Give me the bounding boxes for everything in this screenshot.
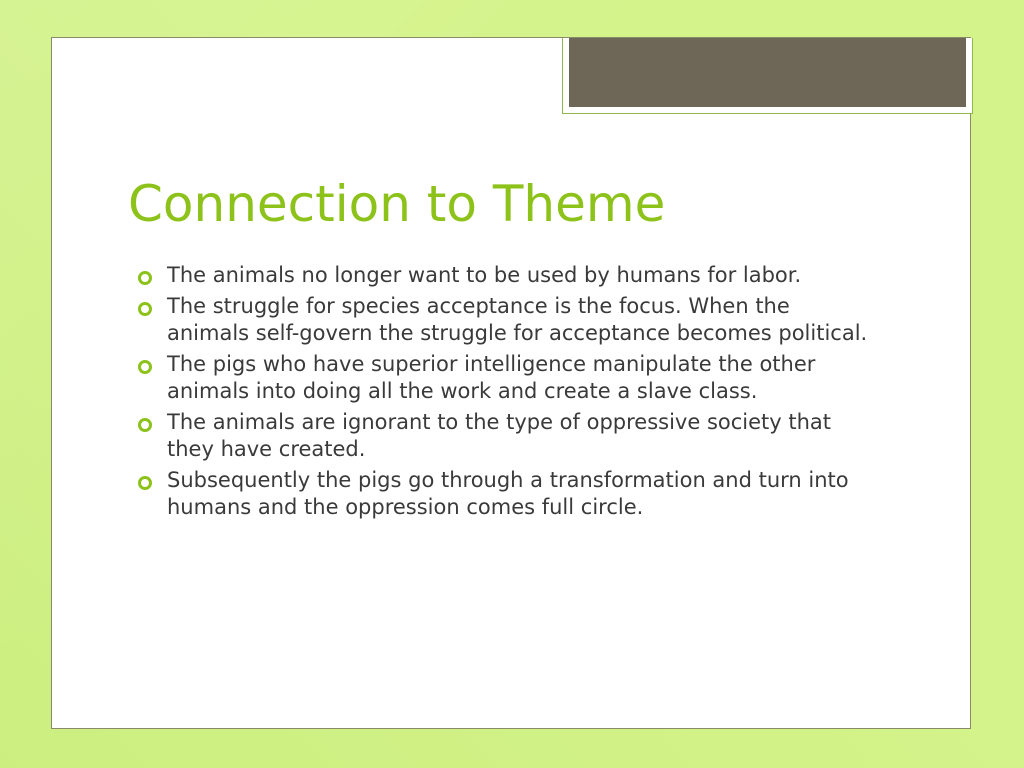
ring-bullet-icon xyxy=(138,360,152,374)
slide-title: Connection to Theme xyxy=(128,175,666,233)
decorative-tab xyxy=(562,38,973,114)
ring-bullet-icon xyxy=(138,302,152,316)
ring-bullet-icon xyxy=(138,271,152,285)
bullet-text: Subsequently the pigs go through a transformation and turn into humans and the oppression comes full circle. xyxy=(167,468,849,519)
bullet-text: The animals no longer want to be used by humans for labor. xyxy=(167,263,802,287)
bullet-item xyxy=(136,351,876,405)
bullet-item xyxy=(136,293,876,347)
bullet-text: The pigs who have superior intelligence manipulate the other animals into doing all the work and create a slave class. xyxy=(167,352,816,403)
bullet-list xyxy=(136,262,876,525)
ring-bullet-icon xyxy=(138,476,152,490)
bullet-text: The struggle for species acceptance is the focus. When the animals self-govern the struggle for acceptance becomes political. xyxy=(167,294,868,345)
bullet-item xyxy=(136,262,876,289)
decorative-tab-fill xyxy=(569,38,966,107)
bullet-item xyxy=(136,467,876,521)
ring-bullet-icon xyxy=(138,418,152,432)
bullet-text: The animals are ignorant to the type of oppressive society that they have created. xyxy=(167,410,832,461)
bullet-item xyxy=(136,409,876,463)
